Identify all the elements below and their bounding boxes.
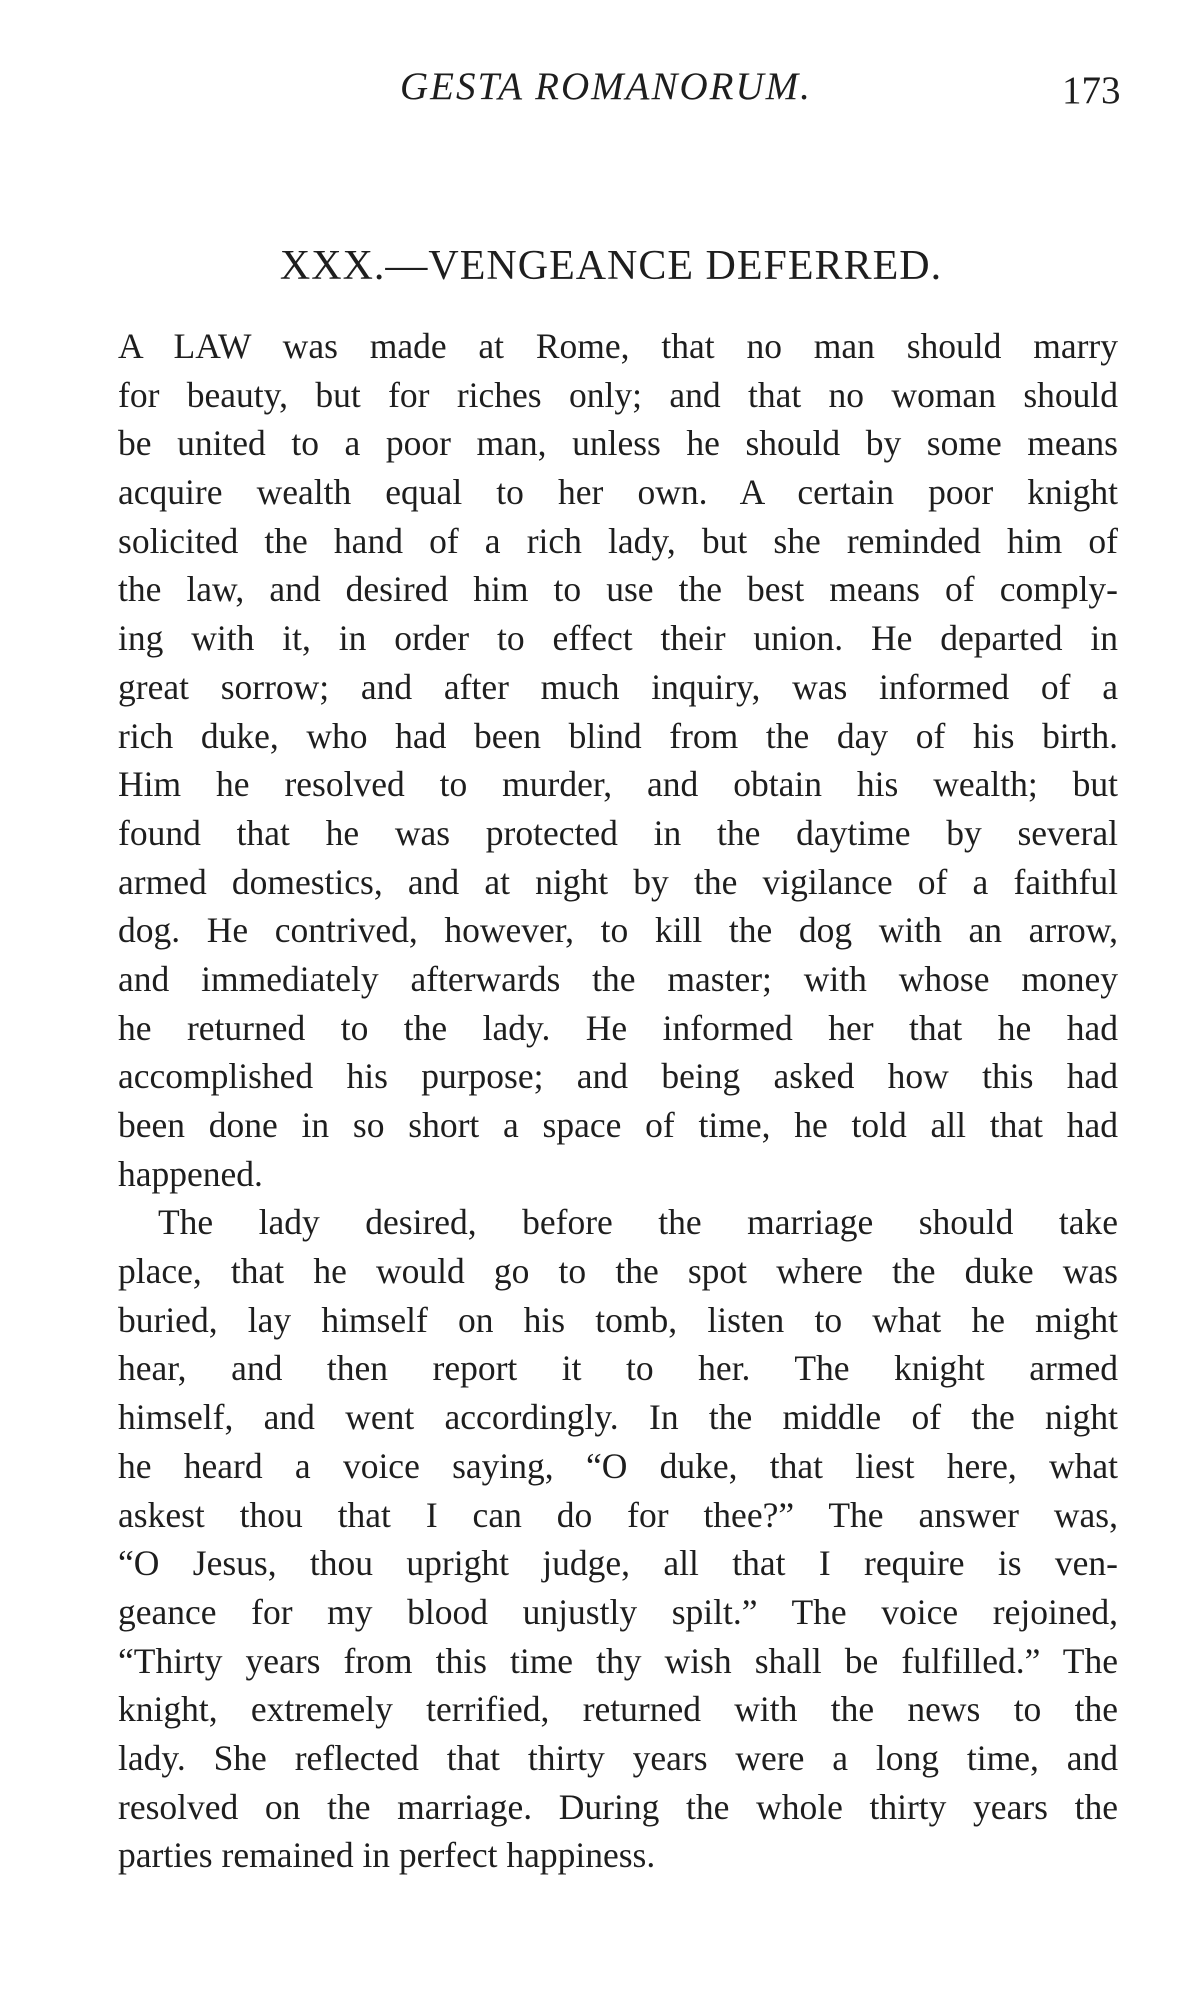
text-line: Him he resolved to murder, and obtain his wealth; but <box>118 764 1118 805</box>
text-line: dog. He contrived, however, to kill the dog with an arrow, <box>118 910 1118 951</box>
text-line: the law, and desired him to use the best means of comply- <box>118 569 1118 610</box>
text-line: and immediately afterwards the master; with whose money <box>118 958 1118 999</box>
page-number: 173 <box>1062 69 1121 112</box>
text-line: rich duke, who had been blind from the day of his birth. <box>118 715 1118 756</box>
text-line: he heard a voice saying, “O duke, that liest here, what <box>118 1445 1118 1486</box>
text-line: lady. She reflected that thirty years were a long time, and <box>118 1737 1118 1778</box>
text-line: acquire wealth equal to her own. A certain poor knight <box>118 472 1118 513</box>
running-title: GESTA ROMANORUM. <box>400 65 812 108</box>
text-line: parties remained in perfect happiness. <box>118 1835 656 1876</box>
text-line: armed domestics, and at night by the vigilance of a faithful <box>118 861 1118 902</box>
text-line: been done in so short a space of time, he told all that had <box>118 1105 1118 1145</box>
text-line: The lady desired, before the marriage should take <box>158 1202 1118 1243</box>
text-line: himself, and went accordingly. In the middle of the night <box>118 1397 1118 1438</box>
text-line: accomplished his purpose; and being asked how this had <box>118 1056 1118 1097</box>
text-line: found that he was protected in the daytime by several <box>118 812 1118 853</box>
text-line: geance for my blood unjustly spilt.” The voice rejoined, <box>118 1591 1118 1632</box>
text-line: askest thou that I can do for thee?” The answer was, <box>118 1494 1118 1535</box>
running-head <box>0 62 1202 112</box>
text-line: solicited the hand of a rich lady, but she reminded him of <box>118 520 1118 561</box>
text-line: “O Jesus, thou upright judge, all that I require is ven- <box>118 1543 1118 1584</box>
text-line: happened. <box>118 1153 263 1194</box>
paragraph-2 <box>118 1198 1118 1880</box>
body-text <box>118 322 1118 1880</box>
text-line: he returned to the lady. He informed her that he had <box>118 1007 1118 1048</box>
text-line: A LAW was made at Rome, that no man should marry <box>118 326 1118 366</box>
text-line: buried, lay himself on his tomb, listen to what he might <box>118 1299 1118 1340</box>
text-line: great sorrow; and after much inquiry, was informed of a <box>118 666 1118 707</box>
text-line: ing with it, in order to effect their union. He departed in <box>118 618 1118 659</box>
text-line: knight, extremely terrified, returned with the news to the <box>118 1689 1118 1730</box>
text-line: hear, and then report it to her. The knight armed <box>118 1348 1118 1389</box>
paragraph-1 <box>118 322 1118 1198</box>
chapter-heading: XXX.—VENGEANCE DEFERRED. <box>279 243 943 289</box>
text-line: “Thirty years from this time thy wish shall be fulfilled.” The <box>118 1640 1118 1681</box>
text-line: for beauty, but for riches only; and that no woman should <box>118 374 1118 415</box>
text-line: place, that he would go to the spot where the duke was <box>118 1251 1118 1292</box>
text-line: resolved on the marriage. During the whole thirty years the <box>118 1786 1118 1827</box>
text-line: be united to a poor man, unless he should by some means <box>118 423 1118 464</box>
